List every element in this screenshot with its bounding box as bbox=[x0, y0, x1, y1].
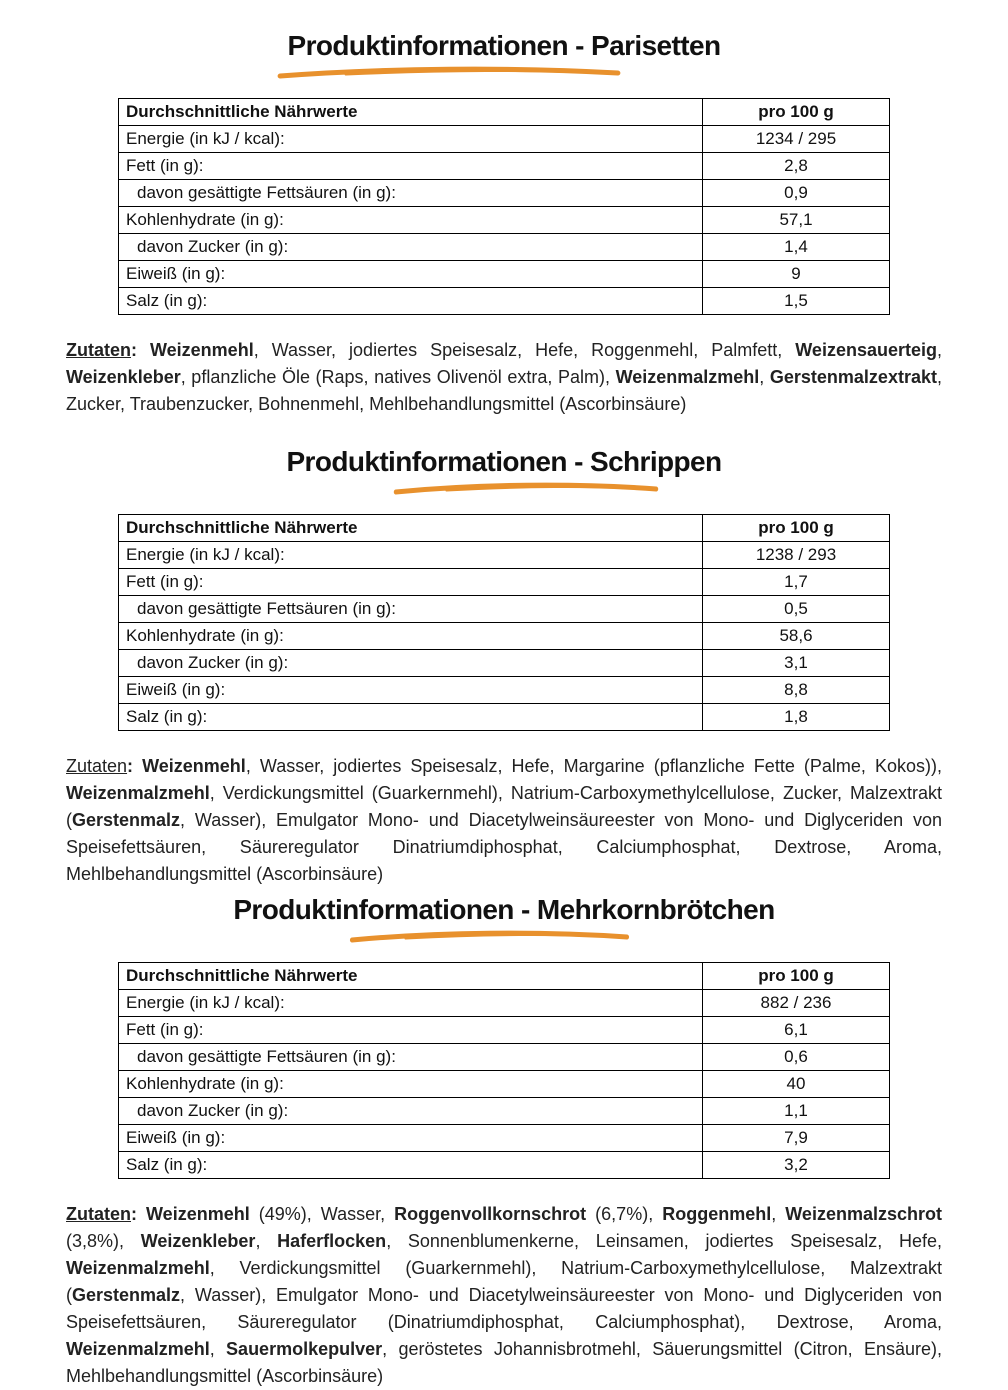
ingredient-segment: Weizensauerteig bbox=[795, 340, 937, 360]
nutrition-table bbox=[118, 98, 890, 315]
nutrient-value: 58,6 bbox=[703, 623, 890, 650]
nutrient-label: Energie (in kJ / kcal): bbox=[119, 542, 703, 569]
ingredient-segment: Weizenmalzmehl bbox=[615, 367, 760, 387]
ingredient-segment: , Verdickungsmittel (Guarkernmehl), Natrium-Carboxymethylcellulose, Zucker, Malzextrakt ( bbox=[66, 783, 942, 830]
nutrient-label: Eiweiß (in g): bbox=[119, 677, 703, 704]
product-section-parisetten bbox=[66, 30, 942, 418]
table-row bbox=[119, 677, 890, 704]
nutrient-label: davon Zucker (in g): bbox=[119, 1098, 703, 1125]
table-row bbox=[119, 1044, 890, 1071]
nutrient-value: 1234 / 295 bbox=[703, 126, 890, 153]
ingredient-segment: : bbox=[131, 1204, 147, 1224]
table-row bbox=[119, 180, 890, 207]
table-row bbox=[119, 126, 890, 153]
ingredient-segment: Weizenmalzmehl bbox=[66, 783, 210, 803]
nutrient-value: 57,1 bbox=[703, 207, 890, 234]
ingredient-segment: : bbox=[127, 756, 143, 776]
ingredient-segment: Gerstenmalzextrakt bbox=[769, 367, 937, 387]
ingredient-segment: , bbox=[255, 1231, 278, 1251]
table-header-label: Durchschnittliche Nährwerte bbox=[119, 99, 703, 126]
ingredient-segment: , Wasser, jodiertes Speisesalz, Hefe, Roggenmehl, Palmfett, bbox=[253, 340, 796, 360]
ingredient-segment: , bbox=[209, 1339, 227, 1359]
page-title: Produktinformationen - Schrippen bbox=[286, 446, 722, 477]
table-header-row bbox=[119, 515, 890, 542]
ingredient-segment: Weizenmehl bbox=[142, 756, 246, 776]
nutrient-value: 1,8 bbox=[703, 704, 890, 731]
nutrient-value: 7,9 bbox=[703, 1125, 890, 1152]
nutrient-label: Salz (in g): bbox=[119, 704, 703, 731]
ingredient-segment: Gerstenmalz bbox=[72, 810, 181, 830]
table-row bbox=[119, 569, 890, 596]
ingredient-segment: Zutaten bbox=[66, 340, 131, 360]
ingredient-segment: Roggenvollkornschrot bbox=[394, 1204, 587, 1224]
table-row bbox=[119, 650, 890, 677]
nutrition-table bbox=[118, 514, 890, 731]
nutrient-value: 2,8 bbox=[703, 153, 890, 180]
table-header-row bbox=[119, 99, 890, 126]
nutrient-value: 40 bbox=[703, 1071, 890, 1098]
table-row bbox=[119, 596, 890, 623]
ingredient-segment: Weizenmehl bbox=[146, 1204, 250, 1224]
nutrient-label: Energie (in kJ / kcal): bbox=[119, 126, 703, 153]
nutrient-label: Energie (in kJ / kcal): bbox=[119, 990, 703, 1017]
table-row bbox=[119, 153, 890, 180]
nutrient-label: Eiweiß (in g): bbox=[119, 1125, 703, 1152]
table-header-row bbox=[119, 963, 890, 990]
ingredient-segment: Weizenmehl bbox=[150, 340, 254, 360]
nutrient-label: Fett (in g): bbox=[119, 569, 703, 596]
ingredient-segment: Gerstenmalz bbox=[72, 1285, 181, 1305]
ingredient-segment: , Wasser), Emulgator Mono- und Diacetylweinsäureester von Mono- und Diglyceriden von Speisefettsäuren, Säureregulator Dinatriumdiphosphat, Calciumphosphat, Dextrose, Aroma, Mehlbehandlungsmittel (Ascorbinsäure) bbox=[66, 810, 942, 884]
nutrient-value: 9 bbox=[703, 261, 890, 288]
table-row bbox=[119, 261, 890, 288]
table-header-label: Durchschnittliche Nährwerte bbox=[119, 515, 703, 542]
ingredient-segment: : bbox=[131, 340, 150, 360]
table-header-unit: pro 100 g bbox=[703, 515, 890, 542]
title-underline-swoosh bbox=[274, 64, 624, 80]
nutrient-value: 882 / 236 bbox=[703, 990, 890, 1017]
page-title: Produktinformationen - Parisetten bbox=[287, 30, 721, 61]
table-row bbox=[119, 1071, 890, 1098]
ingredient-segment: (49%), Wasser, bbox=[249, 1204, 395, 1224]
nutrient-value: 0,5 bbox=[703, 596, 890, 623]
ingredient-segment: , bbox=[936, 340, 942, 360]
ingredient-segment: , Verdickungsmittel (Guarkernmehl), Natrium-Carboxymethylcellulose, Malzextrakt ( bbox=[66, 1258, 942, 1305]
nutrient-label: Salz (in g): bbox=[119, 288, 703, 315]
ingredient-segment: (3,8%), bbox=[66, 1231, 141, 1251]
ingredient-segment: , bbox=[771, 1204, 786, 1224]
ingredient-segment: , Wasser, jodiertes Speisesalz, Hefe, Margarine (pflanzliche Fette (Palme, Kokos)), bbox=[245, 756, 942, 776]
nutrient-value: 1,7 bbox=[703, 569, 890, 596]
nutrient-label: davon Zucker (in g): bbox=[119, 234, 703, 261]
title-underline-swoosh bbox=[347, 928, 632, 944]
ingredients-paragraph bbox=[66, 337, 942, 418]
title-underline-swoosh bbox=[391, 480, 661, 496]
ingredient-segment: Haferflocken bbox=[277, 1231, 387, 1251]
table-row bbox=[119, 623, 890, 650]
nutrient-label: Fett (in g): bbox=[119, 1017, 703, 1044]
ingredient-segment: Weizenmalzschrot bbox=[785, 1204, 942, 1224]
table-row bbox=[119, 288, 890, 315]
ingredient-segment: , Zucker, Traubenzucker, Bohnenmehl, Mehlbehandlungsmittel (Ascorbinsäure) bbox=[66, 367, 942, 414]
table-header-label: Durchschnittliche Nährwerte bbox=[119, 963, 703, 990]
ingredient-segment: Weizenkleber bbox=[66, 367, 181, 387]
ingredient-segment: Weizenmalzmehl bbox=[66, 1339, 210, 1359]
table-row bbox=[119, 704, 890, 731]
table-row bbox=[119, 1017, 890, 1044]
ingredient-segment: , pflanzliche Öle (Raps, natives Olivenöl extra, Palm), bbox=[180, 367, 616, 387]
nutrient-label: davon gesättigte Fettsäuren (in g): bbox=[119, 1044, 703, 1071]
table-row bbox=[119, 1098, 890, 1125]
nutrient-value: 1,5 bbox=[703, 288, 890, 315]
ingredient-segment: , Wasser), Emulgator Mono- und Diacetylweinsäureester von Mono- und Diglyceriden von Speisefettsäuren, Säureregulator (Dinatriumdiphosphat, Calciumphosphat), Dextrose, Aroma, bbox=[66, 1285, 942, 1332]
ingredient-segment: Weizenmalzmehl bbox=[66, 1258, 210, 1278]
nutrient-label: davon gesättigte Fettsäuren (in g): bbox=[119, 596, 703, 623]
nutrient-value: 1238 / 293 bbox=[703, 542, 890, 569]
nutrient-value: 3,1 bbox=[703, 650, 890, 677]
table-header-unit: pro 100 g bbox=[703, 99, 890, 126]
ingredients-paragraph bbox=[66, 1201, 942, 1390]
nutrient-label: Kohlenhydrate (in g): bbox=[119, 207, 703, 234]
table-header-unit: pro 100 g bbox=[703, 963, 890, 990]
nutrient-value: 1,1 bbox=[703, 1098, 890, 1125]
ingredient-segment: Weizenkleber bbox=[140, 1231, 256, 1251]
table-row bbox=[119, 234, 890, 261]
ingredient-segment: , geröstetes Johannisbrotmehl, Säuerungsmittel (Citron, Ensäure), Mehlbehandlungsmittel (Ascorbinsäure) bbox=[66, 1339, 942, 1386]
ingredient-segment: , Sonnenblumenkerne, Leinsamen, jodiertes Speisesalz, Hefe, bbox=[386, 1231, 942, 1251]
page-title: Produktinformationen - Mehrkornbrötchen bbox=[233, 894, 775, 925]
ingredient-segment: Zutaten bbox=[66, 1204, 131, 1224]
ingredient-segment: , bbox=[759, 367, 770, 387]
nutrient-label: davon Zucker (in g): bbox=[119, 650, 703, 677]
ingredient-segment: Zutaten bbox=[66, 756, 128, 776]
nutrient-value: 3,2 bbox=[703, 1152, 890, 1179]
product-section-mehrkornbroetchen bbox=[66, 894, 942, 1390]
nutrient-value: 0,9 bbox=[703, 180, 890, 207]
nutrient-label: Salz (in g): bbox=[119, 1152, 703, 1179]
table-row bbox=[119, 990, 890, 1017]
nutrient-value: 0,6 bbox=[703, 1044, 890, 1071]
nutrient-label: Fett (in g): bbox=[119, 153, 703, 180]
ingredient-segment: (6,7%), bbox=[586, 1204, 663, 1224]
ingredient-segment: Roggenmehl bbox=[662, 1204, 772, 1224]
nutrient-value: 1,4 bbox=[703, 234, 890, 261]
nutrient-label: Kohlenhydrate (in g): bbox=[119, 623, 703, 650]
nutrient-label: Eiweiß (in g): bbox=[119, 261, 703, 288]
nutrient-value: 8,8 bbox=[703, 677, 890, 704]
table-row bbox=[119, 207, 890, 234]
nutrient-label: Kohlenhydrate (in g): bbox=[119, 1071, 703, 1098]
nutrient-value: 6,1 bbox=[703, 1017, 890, 1044]
ingredient-segment: Sauermolkepulver bbox=[226, 1339, 383, 1359]
product-section-schrippen bbox=[66, 446, 942, 888]
ingredients-paragraph bbox=[66, 753, 942, 888]
table-row bbox=[119, 542, 890, 569]
nutrient-label: davon gesättigte Fettsäuren (in g): bbox=[119, 180, 703, 207]
table-row bbox=[119, 1125, 890, 1152]
table-row bbox=[119, 1152, 890, 1179]
nutrition-table bbox=[118, 962, 890, 1179]
